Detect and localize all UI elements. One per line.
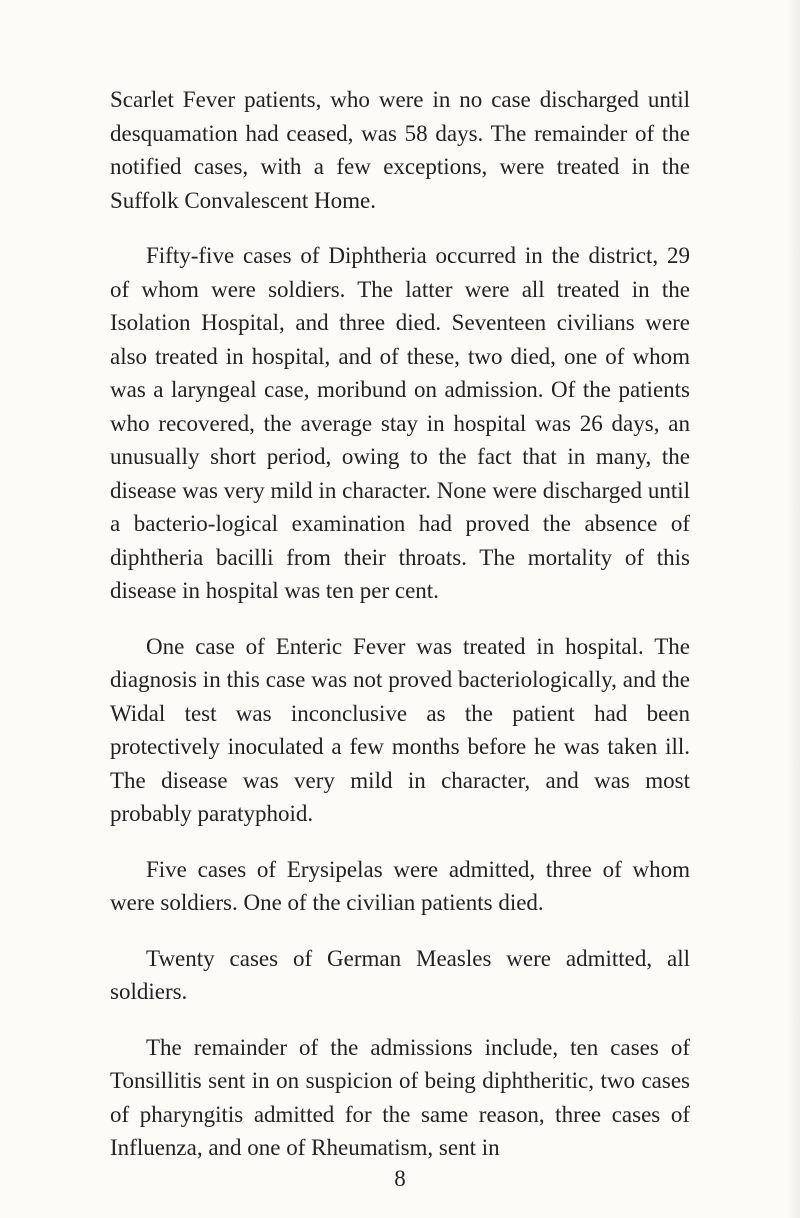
paragraph-enteric-fever: One case of Enteric Fever was treated in hospital. The diagnosis in this case was not proved bacteriologically, and the Widal test was inconclusive as the patient had been protectively inoculated a few months before he was taken ill. The disease was very mild in character, and was most probably paratyphoid. [110, 633, 690, 826]
paragraph-remainder-admissions: The remainder of the admissions include, ten cases of Tonsillitis sent in on suspicion of being diphtheritic, two cases of pharyngitis admitted for the same reason, three cases of Influenza, and one of Rheumatism, sent in [110, 1034, 690, 1160]
paragraph-diphtheria: Fifty-five cases of Diphtheria occurred in the district, 29 of whom were soldiers. The latter were all treated in the Isolation Hospital, and three died. Seventeen civilians were also treated in hospital, and of these, two died, one of whom was a laryngeal case, moribund on admission. Of the patients who recovered, the average stay in hospital was 26 days, an unusually short period, owing to the fact that in many, the disease was very mild in character. None were discharged until a bacterio-logical examination had proved the absence of diphtheria bacilli from their throats. The mortality of this disease in hospital was ten per cent. [110, 243, 690, 603]
paragraph-scarlet-fever: Scarlet Fever patients, who were in no case discharged until desquamation had ceased, was 58 days. The remainder of the notified cases, with a few exceptions, were treated in the Suffolk Convalescent Home. [110, 87, 690, 213]
page-edge-shadow [786, 0, 800, 1218]
paragraph-erysipelas: Five cases of Erysipelas were admitted, three of whom were soldiers. One of the civilian patients died. [110, 856, 690, 915]
paragraph-german-measles: Twenty cases of German Measles were admitted, all soldiers. [110, 945, 690, 1004]
page-number: 8 [394, 1166, 406, 1191]
document-body [110, 83, 690, 1187]
